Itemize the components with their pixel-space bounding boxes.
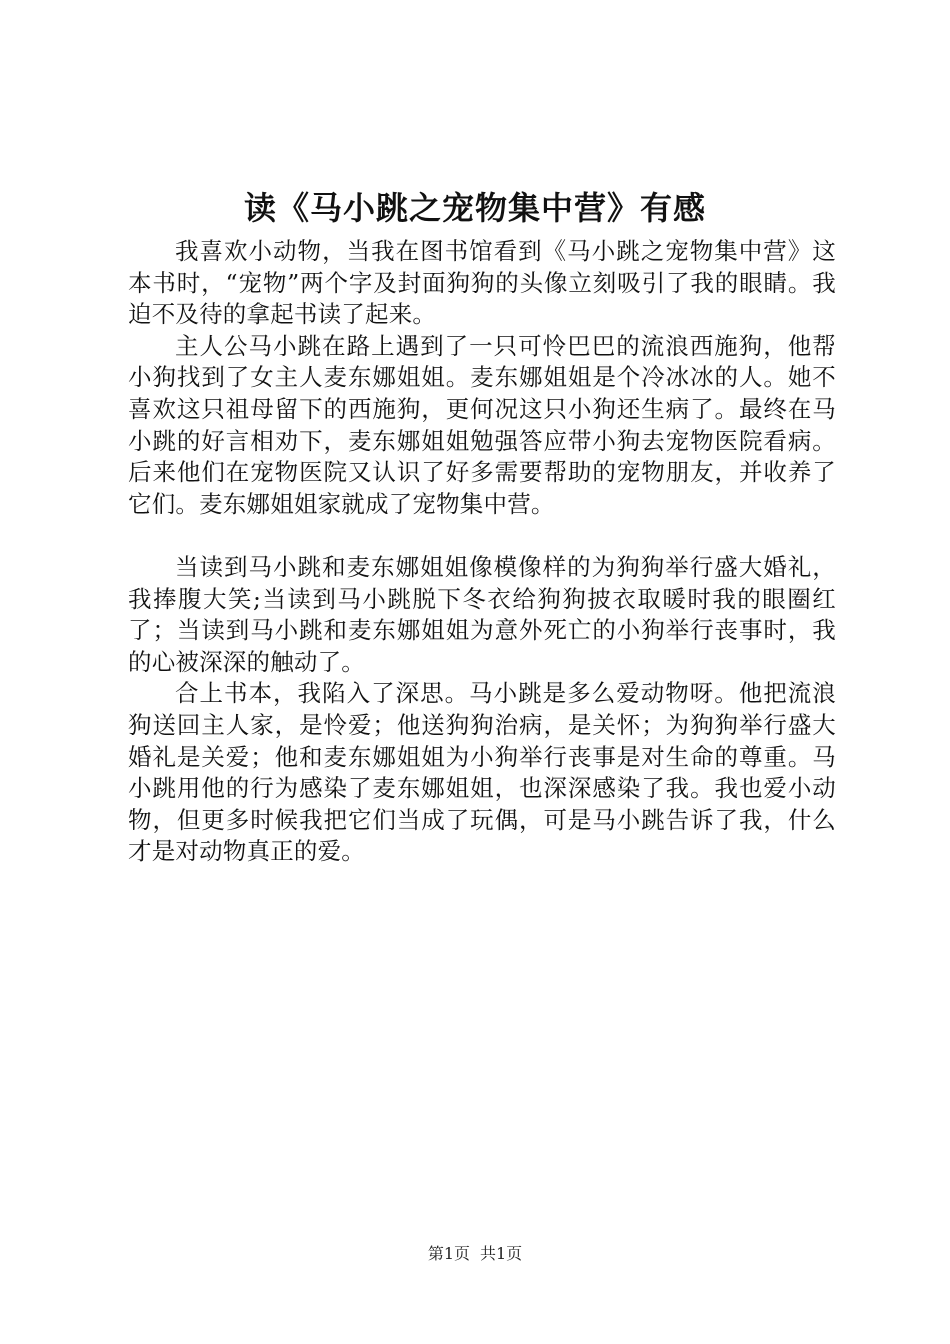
paragraph-3: 当读到马小跳和麦东娜姐姐像模像样的为狗狗举行盛大婚礼，我捧腹大笑;当读到马小跳脱下冬衣给狗狗披衣取暖时我的眼圈红了；当读到马小跳和麦东娜姐姐为意外死亡的小狗举行丧事时，我的心被深深的触动了。 bbox=[128, 552, 836, 676]
paragraph-4: 合上书本，我陷入了深思。马小跳是多么爱动物呀。他把流浪狗送回主人家，是怜爱；他送狗狗治病，是关怀；为狗狗举行盛大婚礼是关爱；他和麦东娜姐姐为小狗举行丧事是对生命的尊重。马小跳用他的行为感染了麦东娜姐姐，也深深感染了我。我也爱小动物，但更多时候我把它们当成了玩偶，可是马小跳告诉了我，什么才是对动物真正的爱。 bbox=[128, 679, 836, 866]
page-number-current: 第1页 bbox=[427, 1244, 470, 1263]
page-number-total: 共1页 bbox=[480, 1244, 523, 1263]
page-footer bbox=[0, 1243, 950, 1265]
paragraph-2: 主人公马小跳在路上遇到了一只可怜巴巴的流浪西施狗，他帮小狗找到了女主人麦东娜姐姐。麦东娜姐姐是个冷冰冰的人。她不喜欢这只祖母留下的西施狗，更何况这只小狗还生病了。最终在马小跳的好言相劝下，麦东娜姐姐勉强答应带小狗去宠物医院看病。后来他们在宠物医院又认识了好多需要帮助的宠物朋友，并收养了它们。麦东娜姐姐家就成了宠物集中营。 bbox=[128, 331, 836, 518]
paragraph-1: 我喜欢小动物，当我在图书馆看到《马小跳之宠物集中营》这本书时，“宠物”两个字及封面狗狗的头像立刻吸引了我的眼睛。我迫不及待的拿起书读了起来。 bbox=[128, 237, 836, 329]
document-body bbox=[128, 236, 836, 868]
document-title: 读《马小跳之宠物集中营》有感 bbox=[243, 189, 706, 227]
